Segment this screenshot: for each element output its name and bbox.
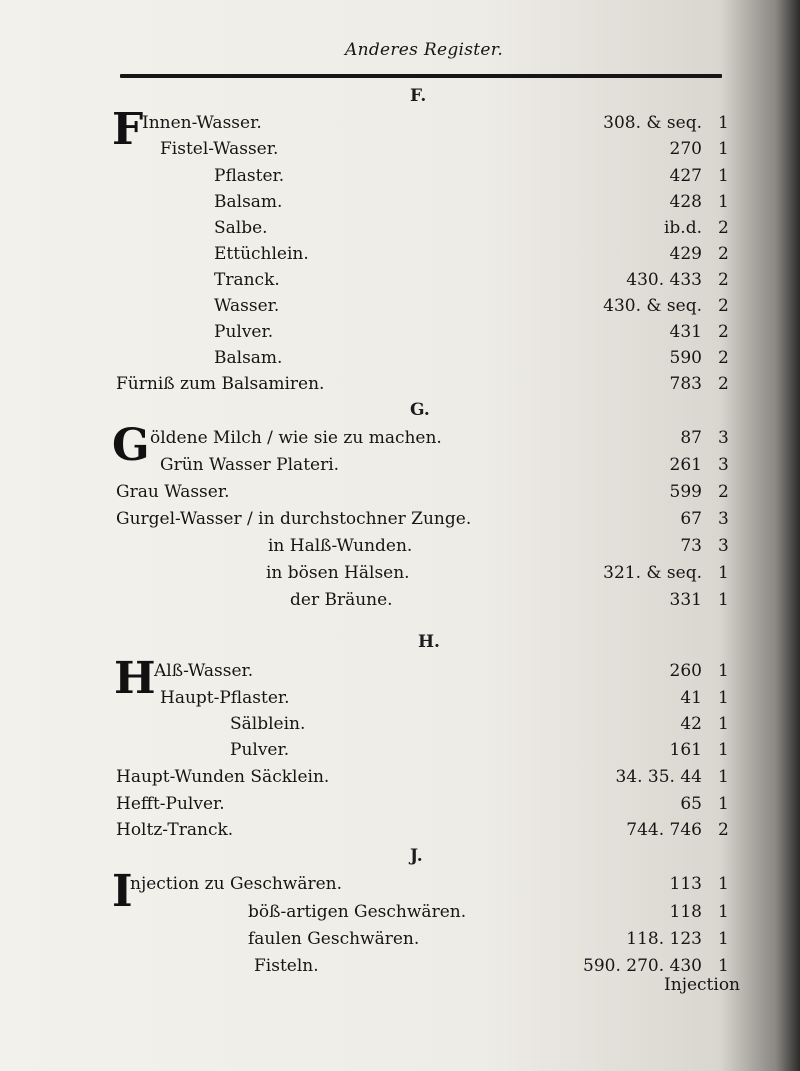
section-letter-h: H. xyxy=(418,632,440,652)
entry-label: Wasser. xyxy=(214,296,280,316)
section-letter-g: G. xyxy=(410,400,430,420)
entry-label: Balsam. xyxy=(214,348,283,368)
entry-column: 2 xyxy=(718,218,729,238)
entry-column: 1 xyxy=(718,956,729,976)
index-entry xyxy=(0,374,800,400)
index-entry xyxy=(0,688,800,714)
entry-column: 1 xyxy=(718,874,729,894)
entry-label: in bösen Hälsen. xyxy=(266,563,410,583)
entry-label: öldene Milch / wie sie zu machen. xyxy=(150,428,442,448)
index-entry xyxy=(0,192,800,218)
entry-label: faulen Geschwären. xyxy=(248,929,420,949)
entry-label: böß-artigen Geschwären. xyxy=(248,902,467,922)
index-entry xyxy=(0,348,800,374)
entry-pages: 431 xyxy=(669,322,702,342)
entry-column: 3 xyxy=(718,536,729,556)
entry-pages: 118. 123 xyxy=(626,929,702,949)
entry-column: 2 xyxy=(718,482,729,502)
index-entry xyxy=(0,218,800,244)
entry-column: 1 xyxy=(718,794,729,814)
entry-label: in Halß-Wunden. xyxy=(268,536,413,556)
entry-label: Holtz-Tranck. xyxy=(116,820,234,840)
index-entry xyxy=(0,661,800,687)
index-entry xyxy=(0,322,800,348)
entry-pages: 113 xyxy=(669,874,702,894)
catchword: Injection xyxy=(664,975,740,995)
entry-label: Sälblein. xyxy=(230,714,306,734)
entry-pages: 429 xyxy=(669,244,702,264)
entry-column: 2 xyxy=(718,820,729,840)
index-entry xyxy=(0,767,800,793)
entry-label: Fürniß zum Balsamiren. xyxy=(116,374,325,394)
index-entry xyxy=(0,820,800,846)
entry-column: 1 xyxy=(718,902,729,922)
entry-label: Grau Wasser. xyxy=(116,482,230,502)
entry-pages: 65 xyxy=(680,794,702,814)
entry-label: Fisteln. xyxy=(254,956,319,976)
entry-pages: 744. 746 xyxy=(626,820,702,840)
entry-column: 1 xyxy=(718,767,729,787)
entry-label: Gurgel-Wasser / in durchstochner Zunge. xyxy=(116,509,472,529)
entry-column: 2 xyxy=(718,322,729,342)
entry-pages: 270 xyxy=(669,139,702,159)
entry-pages: 590 xyxy=(669,348,702,368)
entry-column: 3 xyxy=(718,455,729,475)
index-entry xyxy=(0,902,800,928)
index-entry xyxy=(0,536,800,562)
header-rule xyxy=(120,74,722,78)
entry-column: 2 xyxy=(718,296,729,316)
entry-label: Haupt-Pflaster. xyxy=(160,688,290,708)
index-entry xyxy=(0,740,800,766)
entry-label: Hefft-Pulver. xyxy=(116,794,225,814)
index-entry xyxy=(0,482,800,508)
drop-cap-i: I xyxy=(112,866,133,917)
section-letter-f: F. xyxy=(410,86,427,106)
index-entry xyxy=(0,113,800,139)
entry-pages: 321. & seq. xyxy=(603,563,702,583)
page-header-title: Anderes Register. xyxy=(345,40,504,60)
entry-pages: 42 xyxy=(680,714,702,734)
index-entry xyxy=(0,874,800,900)
entry-column: 1 xyxy=(718,166,729,186)
entry-label: Pulver. xyxy=(230,740,290,760)
drop-cap-f: F xyxy=(112,104,144,155)
entry-label: Grün Wasser Plateri. xyxy=(160,455,340,475)
index-entry xyxy=(0,590,800,616)
entry-label: Balsam. xyxy=(214,192,283,212)
entry-pages: 331 xyxy=(669,590,702,610)
index-entry xyxy=(0,455,800,481)
entry-label: Fistel-Wasser. xyxy=(160,139,279,159)
entry-pages: 430. & seq. xyxy=(603,296,702,316)
entry-label: Pflaster. xyxy=(214,166,285,186)
entry-column: 1 xyxy=(718,714,729,734)
entry-label: Innen-Wasser. xyxy=(142,113,262,133)
entry-label: njection zu Geschwären. xyxy=(130,874,343,894)
entry-pages: 41 xyxy=(680,688,702,708)
entry-pages: 260 xyxy=(669,661,702,681)
entry-pages: 261 xyxy=(669,455,702,475)
entry-label: Ettüchlein. xyxy=(214,244,309,264)
entry-pages: 34. 35. 44 xyxy=(615,767,702,787)
index-entry xyxy=(0,270,800,296)
entry-column: 2 xyxy=(718,244,729,264)
entry-pages: 308. & seq. xyxy=(603,113,702,133)
entry-label: Salbe. xyxy=(214,218,268,238)
entry-pages: 87 xyxy=(680,428,702,448)
entry-label: Pulver. xyxy=(214,322,274,342)
entry-pages: 783 xyxy=(669,374,702,394)
index-entry xyxy=(0,563,800,589)
entry-column: 3 xyxy=(718,509,729,529)
index-entry xyxy=(0,509,800,535)
entry-label: Haupt-Wunden Säcklein. xyxy=(116,767,330,787)
entry-pages: 428 xyxy=(669,192,702,212)
index-entry xyxy=(0,428,800,454)
entry-pages: 161 xyxy=(669,740,702,760)
entry-column: 1 xyxy=(718,688,729,708)
section-letter-j: J. xyxy=(410,846,423,866)
entry-column: 1 xyxy=(718,139,729,159)
index-entry xyxy=(0,714,800,740)
entry-pages: 73 xyxy=(680,536,702,556)
entry-pages: 430. 433 xyxy=(626,270,702,290)
entry-column: 1 xyxy=(718,590,729,610)
index-entry xyxy=(0,296,800,322)
index-entry xyxy=(0,244,800,270)
entry-column: 3 xyxy=(718,428,729,448)
drop-cap-h: H xyxy=(114,653,156,704)
drop-cap-g: G xyxy=(112,420,150,471)
entry-label: Alß-Wasser. xyxy=(154,661,254,681)
entry-column: 1 xyxy=(718,661,729,681)
entry-column: 2 xyxy=(718,270,729,290)
index-entry xyxy=(0,166,800,192)
entry-pages: 118 xyxy=(669,902,702,922)
entry-pages: 67 xyxy=(680,509,702,529)
entry-label: Tranck. xyxy=(214,270,280,290)
entry-column: 2 xyxy=(718,348,729,368)
entry-column: 1 xyxy=(718,563,729,583)
entry-pages: 590. 270. 430 xyxy=(583,956,702,976)
index-entry xyxy=(0,139,800,165)
entry-column: 1 xyxy=(718,192,729,212)
entry-pages: ib.d. xyxy=(663,218,702,238)
entry-column: 1 xyxy=(718,929,729,949)
entry-column: 1 xyxy=(718,113,729,133)
entry-pages: 599 xyxy=(669,482,702,502)
index-entry xyxy=(0,794,800,820)
index-entry xyxy=(0,929,800,955)
entry-pages: 427 xyxy=(669,166,702,186)
entry-column: 2 xyxy=(718,374,729,394)
entry-column: 1 xyxy=(718,740,729,760)
entry-label: der Bräune. xyxy=(290,590,393,610)
